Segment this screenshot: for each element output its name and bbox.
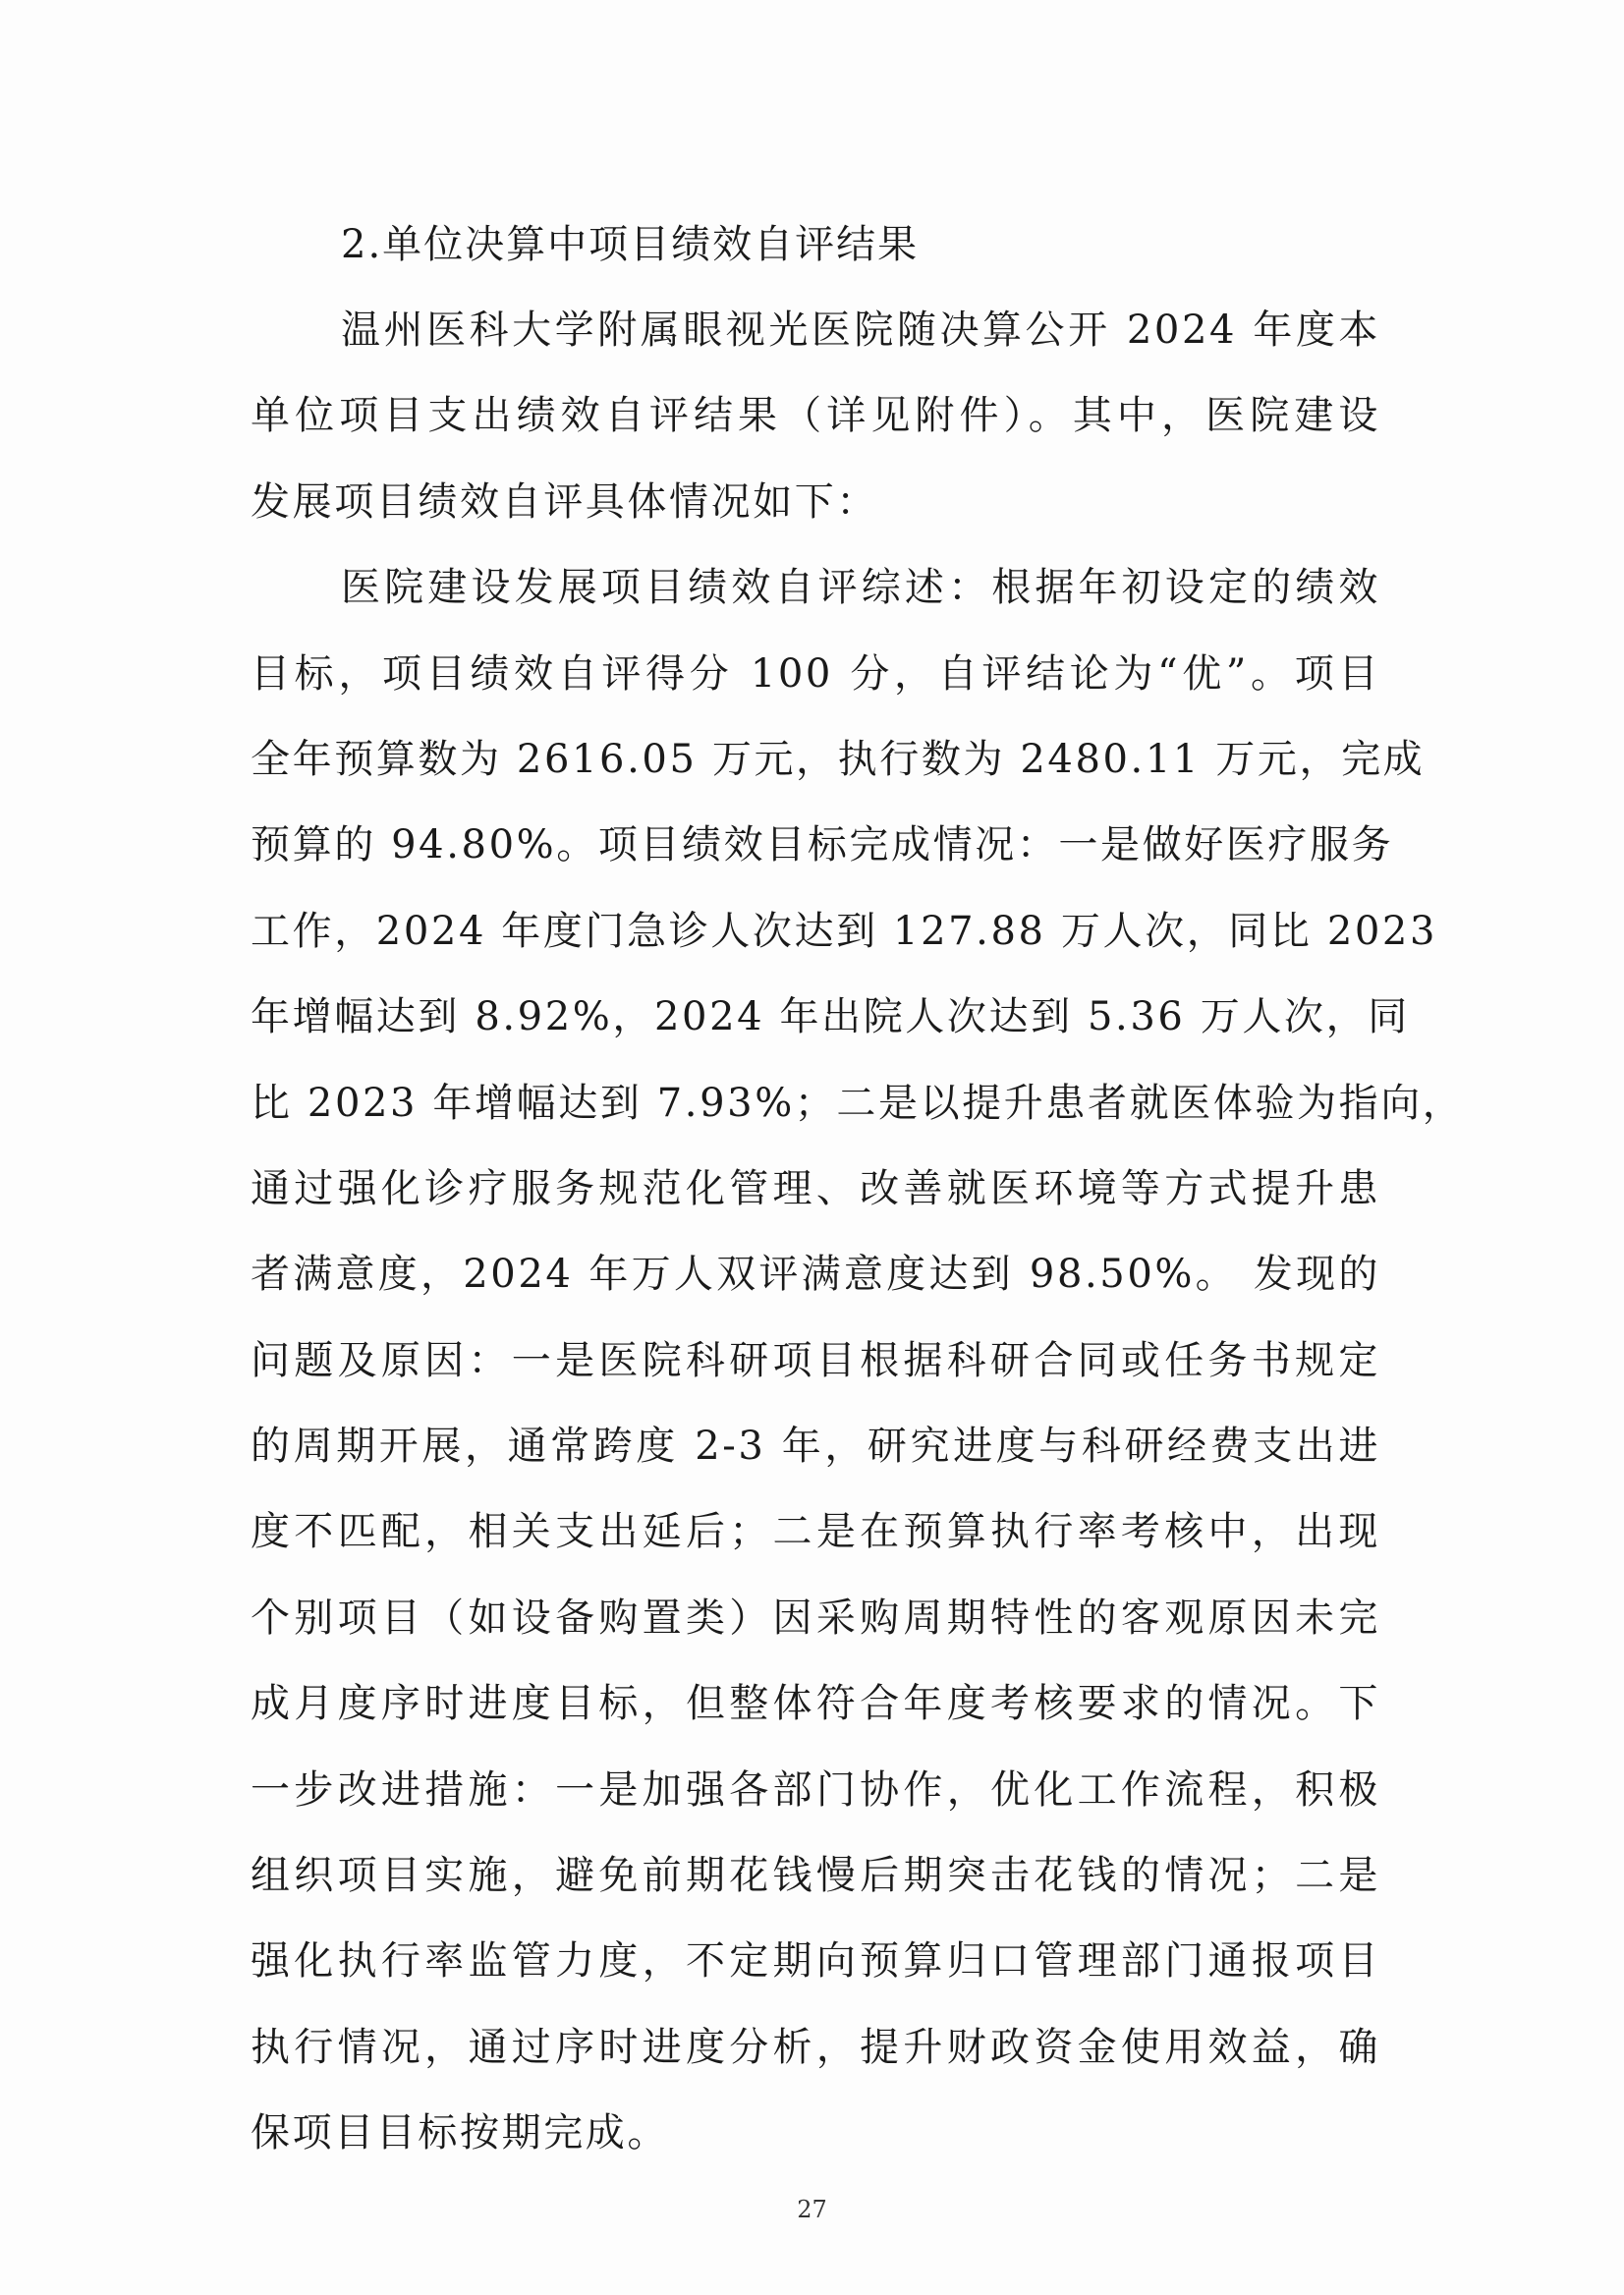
paragraph-line: 温州医科大学附属眼视光医院随决算公开 2024 年度本 bbox=[341, 308, 1380, 353]
paragraph-line: 预算的 94.80%。项目绩效目标完成情况：一是做好医疗服务 bbox=[251, 822, 1394, 868]
section-heading: 2.单位决算中项目绩效自评结果 bbox=[341, 222, 920, 267]
paragraph-line: 保项目目标按期完成。 bbox=[251, 2110, 669, 2156]
paragraph-line: 通过强化诊疗服务规范化管理、改善就医环境等方式提升患 bbox=[251, 1165, 1380, 1211]
paragraph-line: 一步改进措施：一是加强各部门协作，优化工作流程，积极 bbox=[251, 1766, 1380, 1813]
page-number: 27 bbox=[797, 2196, 827, 2223]
paragraph-line: 医院建设发展项目绩效自评综述：根据年初设定的绩效 bbox=[341, 565, 1380, 611]
paragraph-line: 年增幅达到 8.92%，2024 年出院人次达到 5.36 万人次，同 bbox=[251, 994, 1410, 1040]
paragraph-line: 问题及原因：一是医院科研项目根据科研合同或任务书规定 bbox=[251, 1337, 1380, 1383]
paragraph-line: 比 2023 年增幅达到 7.93%；二是以提升患者就医体验为指向， bbox=[251, 1080, 1465, 1126]
document-body bbox=[251, 201, 1465, 2177]
paragraph-line: 组织项目实施，避免前期花钱慢后期突击花钱的情况；二是 bbox=[251, 1853, 1380, 1899]
paragraph-line: 执行情况，通过序时进度分析，提升财政资金使用效益，确 bbox=[251, 2024, 1380, 2070]
paragraph-line: 成月度序时进度目标，但整体符合年度考核要求的情况。下 bbox=[251, 1681, 1380, 1727]
paragraph-line: 强化执行率监管力度，不定期向预算归口管理部门通报项目 bbox=[251, 1938, 1380, 1985]
paragraph-line: 单位项目支出绩效自评结果（详见附件）。其中，医院建设 bbox=[251, 393, 1380, 439]
paragraph-line: 度不匹配，相关支出延后；二是在预算执行率考核中，出现 bbox=[251, 1509, 1380, 1555]
paragraph-line: 工作，2024 年度门急诊人次达到 127.88 万人次，同比 2023 bbox=[251, 908, 1438, 954]
paragraph-line: 的周期开展，通常跨度 2-3 年，研究进度与科研经费支出进 bbox=[251, 1424, 1380, 1470]
paragraph-line: 发展项目绩效自评具体情况如下： bbox=[251, 478, 878, 525]
paragraph-line: 者满意度，2024 年万人双评满意度达到 98.50%。 发现的 bbox=[251, 1252, 1380, 1298]
paragraph-line: 全年预算数为 2616.05 万元，执行数为 2480.11 万元，完成 bbox=[251, 736, 1426, 782]
paragraph-line: 目标，项目绩效自评得分 100 分，自评结论为“优”。项目 bbox=[251, 650, 1380, 697]
paragraph-line: 个别项目（如设备购置类）因采购周期特性的客观原因未完 bbox=[251, 1595, 1380, 1641]
